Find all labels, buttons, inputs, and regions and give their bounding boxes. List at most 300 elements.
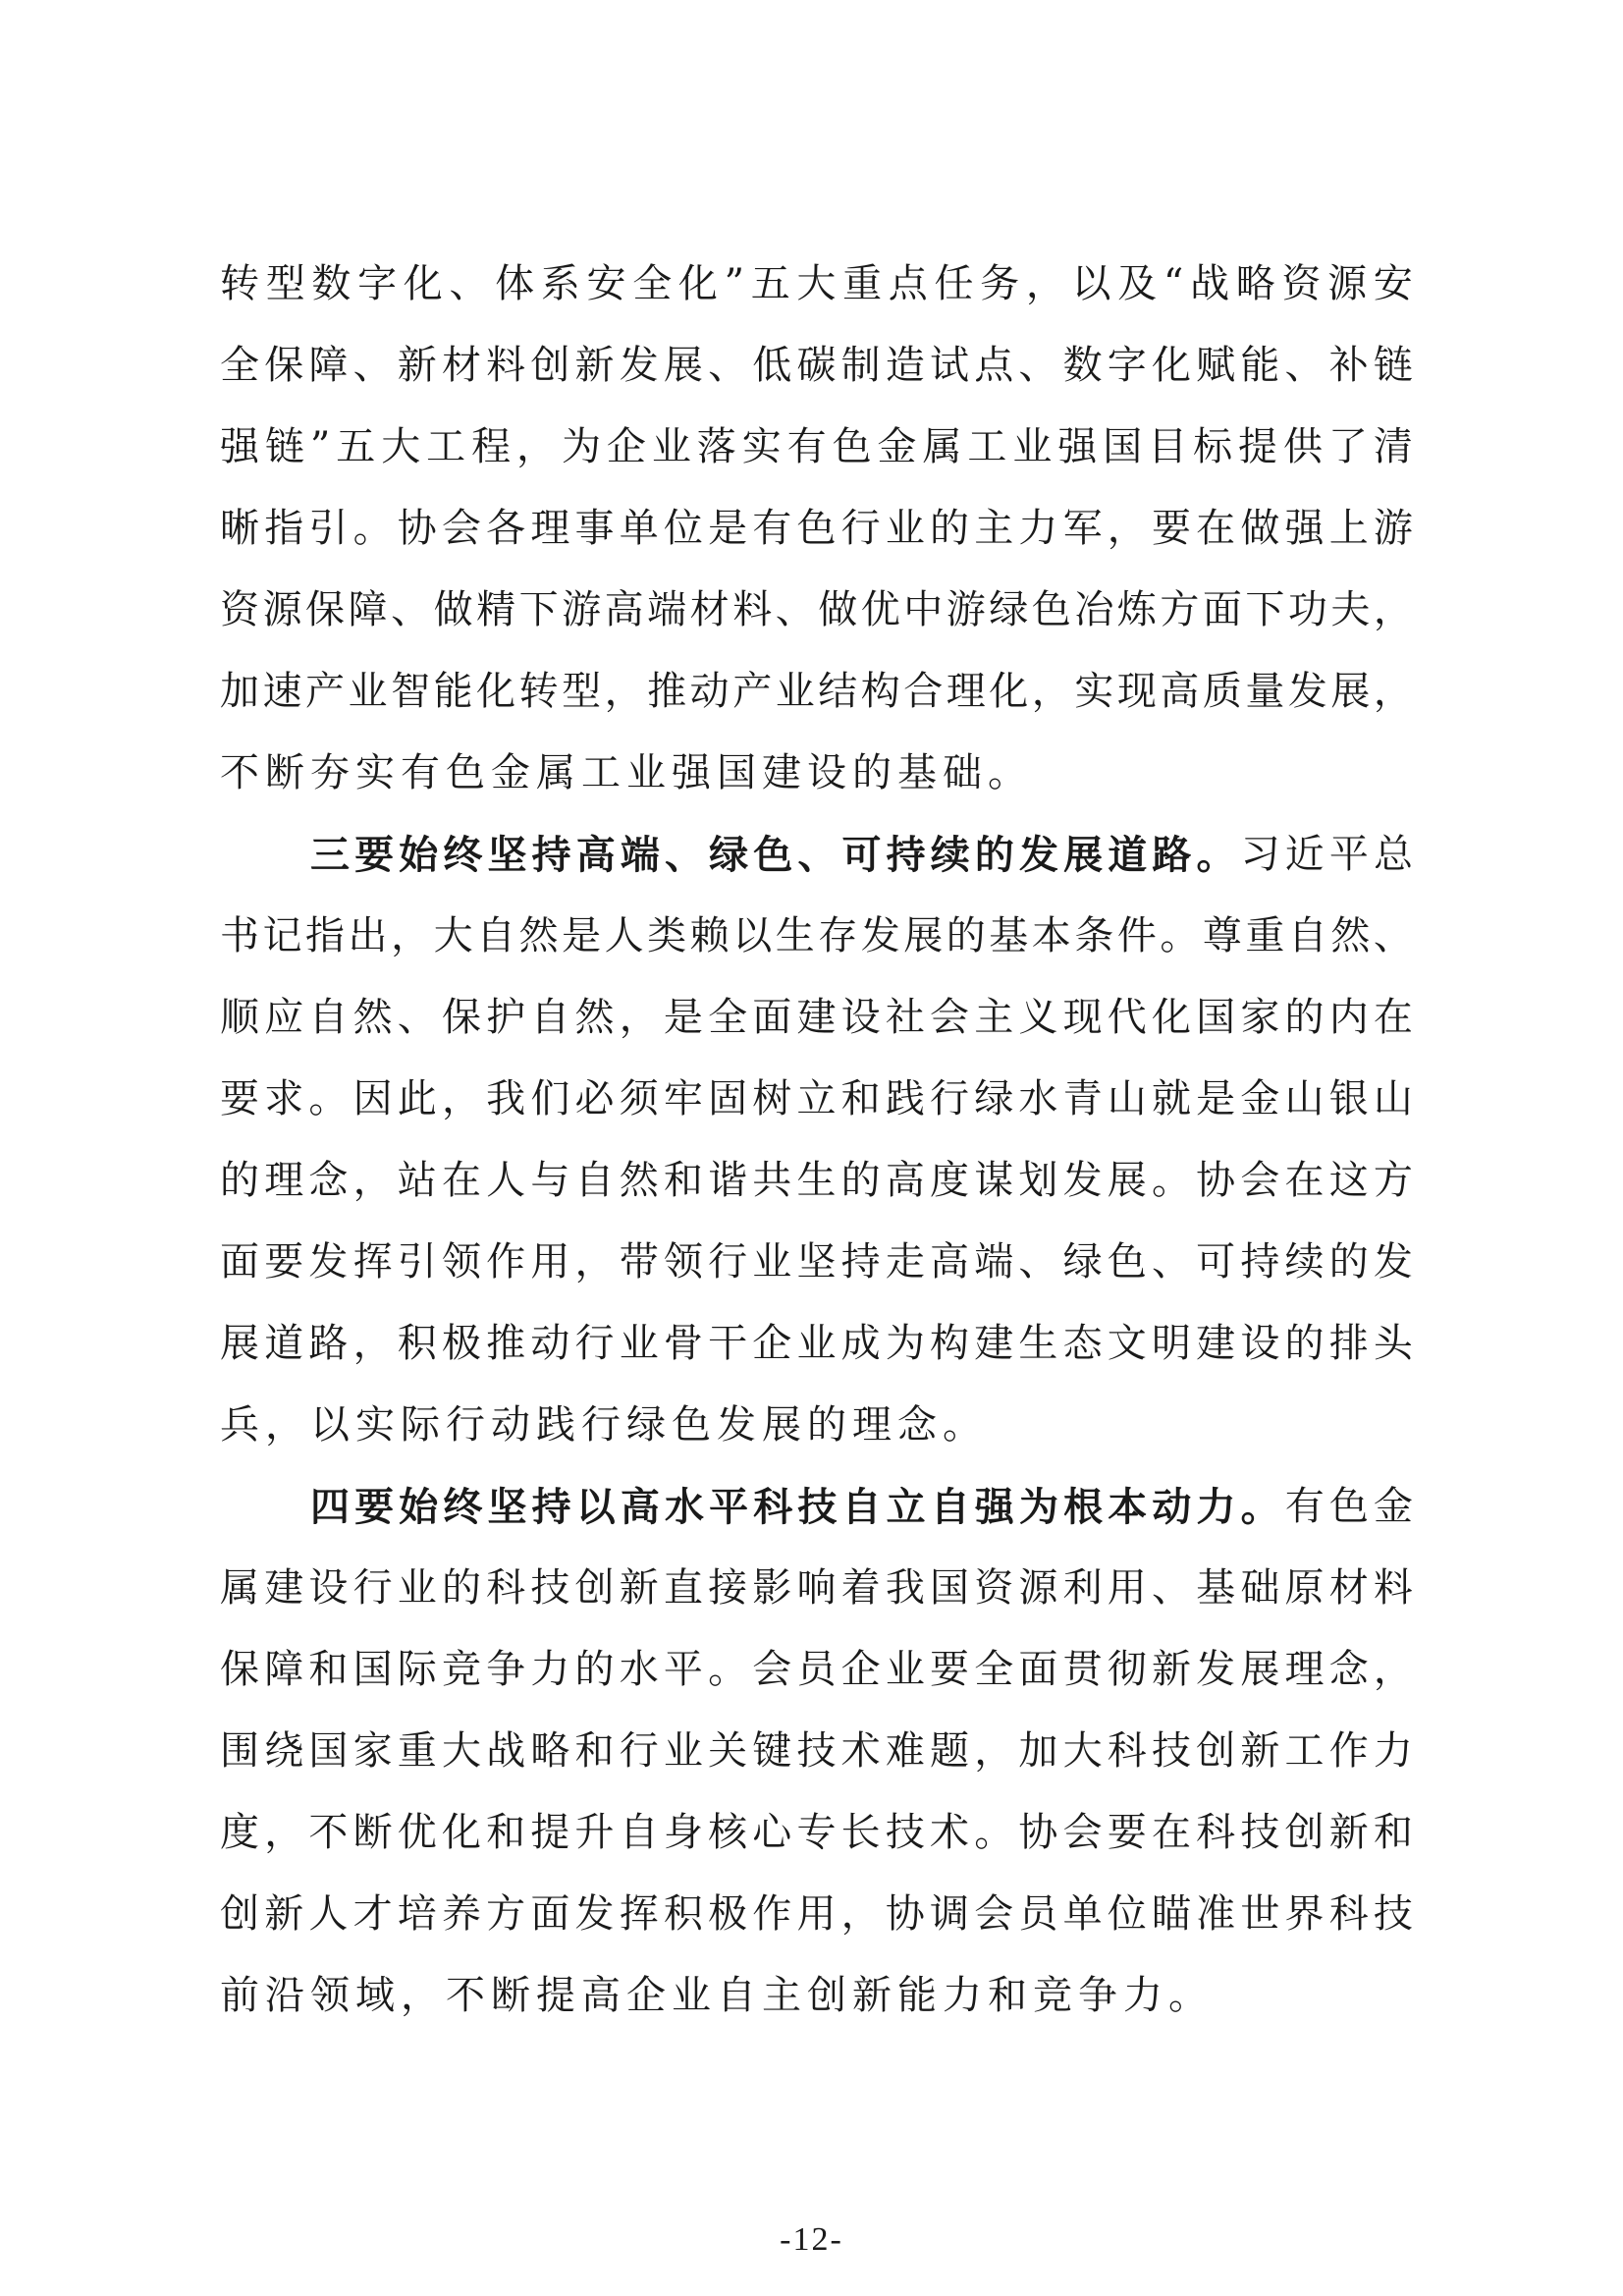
glyph: ， [1107, 506, 1147, 551]
glyph: 发 [1373, 1239, 1413, 1285]
glyph: 制 [840, 343, 881, 388]
glyph: 人 [604, 913, 644, 958]
glyph: 金 [1240, 1076, 1280, 1121]
glyph: 水 [619, 1647, 659, 1692]
glyph: 发 [308, 1239, 349, 1285]
glyph: 业 [752, 1239, 792, 1285]
glyph: 材 [441, 343, 481, 388]
glyph: ” [309, 424, 331, 469]
glyph: 供 [1282, 424, 1323, 469]
glyph: 有 [752, 506, 792, 551]
glyph: 单 [619, 506, 659, 551]
glyph: 作 [1328, 1728, 1369, 1774]
glyph: ， [974, 1728, 1014, 1774]
glyph: 化 [1151, 343, 1191, 388]
heading-glyph: 持 [886, 832, 926, 878]
glyph: 保 [441, 995, 481, 1040]
glyph: 技 [1240, 1810, 1280, 1855]
glyph: 习 [1240, 832, 1280, 877]
glyph: 的 [220, 1158, 259, 1203]
glyph: 创 [220, 1891, 259, 1937]
heading-glyph: 自 [930, 1484, 970, 1530]
glyph: ， [1025, 261, 1065, 306]
glyph: 提 [1238, 424, 1278, 469]
heading-glyph: 绿 [709, 832, 749, 878]
heading-glyph: 始 [399, 1484, 439, 1530]
glyph: 、 [1284, 343, 1325, 388]
heading-glyph: 力 [1196, 1484, 1236, 1530]
glyph: 动 [689, 669, 730, 714]
glyph: 生 [796, 1158, 837, 1203]
glyph: 要 [264, 1239, 304, 1285]
glyph: 力 [1018, 506, 1058, 551]
paragraph-lead-line [220, 814, 1413, 896]
glyph: 世 [1240, 1891, 1280, 1937]
glyph: 科 [1328, 1891, 1369, 1937]
glyph: 行 [574, 1321, 615, 1366]
glyph: 设 [840, 995, 881, 1040]
glyph: 化 [441, 1810, 481, 1855]
glyph: 工 [1284, 1728, 1325, 1774]
glyph: 青 [1062, 1076, 1103, 1121]
glyph: 低 [752, 343, 792, 388]
text-line [220, 1303, 1413, 1385]
glyph: 自 [308, 995, 349, 1040]
glyph: 化 [476, 669, 516, 714]
glyph: 树 [752, 1076, 792, 1121]
glyph: 上 [1328, 506, 1369, 551]
glyph: 链 [264, 424, 304, 469]
heading-glyph: 发 [1019, 832, 1058, 878]
glyph: 走 [885, 1239, 925, 1285]
glyph: 文 [1107, 1321, 1147, 1366]
glyph: 领 [441, 1239, 481, 1285]
glyph: ， [1031, 669, 1071, 714]
glyph: ， [264, 1810, 304, 1855]
glyph: 总 [1374, 832, 1413, 877]
heading-glyph: 高 [575, 832, 616, 878]
glyph: 大 [1062, 1728, 1103, 1774]
glyph: 业 [885, 1647, 925, 1692]
glyph: 量 [1245, 669, 1285, 714]
glyph: 站 [397, 1158, 437, 1203]
glyph: 国 [930, 1565, 969, 1611]
glyph: 高 [930, 1239, 969, 1285]
glyph: 关 [708, 1728, 748, 1774]
text-line [220, 1222, 1413, 1303]
heading-glyph: 以 [575, 1484, 616, 1530]
glyph: 会 [1062, 1810, 1103, 1855]
glyph: 技 [1151, 1728, 1191, 1774]
text-line [220, 244, 1413, 325]
glyph: 金 [877, 424, 917, 469]
glyph: 会 [930, 995, 969, 1040]
glyph: 然 [518, 913, 559, 958]
glyph: 业 [651, 424, 691, 469]
glyph: 固 [708, 1076, 748, 1121]
glyph: 源 [1327, 261, 1368, 306]
text-line: 不断夯实有色金属工业强国建设的基础。 [220, 750, 1033, 795]
glyph: 安 [1373, 261, 1413, 306]
glyph: 材 [1328, 1565, 1369, 1611]
glyph: 必 [574, 1076, 615, 1121]
glyph: 源 [1018, 1565, 1058, 1611]
glyph: 协 [1018, 1810, 1058, 1855]
heading-glyph: 要 [354, 832, 395, 878]
glyph: 端 [647, 587, 687, 632]
glyph: 念 [308, 1158, 349, 1203]
glyph: 竞 [441, 1647, 481, 1692]
glyph: 全 [632, 261, 673, 306]
glyph: 挥 [352, 1239, 393, 1285]
text-line [220, 1711, 1413, 1792]
heading-glyph: 持 [531, 1484, 571, 1530]
glyph: 了 [1327, 424, 1368, 469]
glyph: 念 [1328, 1647, 1369, 1692]
heading-glyph: 持 [531, 832, 571, 878]
heading-glyph: 高 [620, 1484, 660, 1530]
text-line [220, 488, 1413, 570]
glyph: 和 [663, 1158, 703, 1203]
glyph: 条 [1074, 913, 1114, 958]
glyph: 新 [264, 1891, 304, 1937]
glyph: 全 [708, 995, 748, 1040]
glyph: 可 [1196, 1239, 1236, 1285]
glyph: 企 [840, 1647, 881, 1692]
text-line [220, 407, 1413, 488]
glyph: 转 [220, 261, 259, 306]
glyph: 持 [840, 1239, 881, 1285]
glyph: 在 [1151, 1810, 1191, 1855]
glyph: 保 [220, 1647, 259, 1692]
glyph: 业 [1012, 424, 1053, 469]
glyph: 会 [441, 506, 481, 551]
glyph: 牢 [663, 1076, 703, 1121]
glyph: ， [441, 1076, 481, 1121]
glyph: 的 [441, 1565, 481, 1611]
glyph: 自 [530, 995, 570, 1040]
text-line: 前沿领域，不断提高企业自主创新能力和竞争力。 [220, 1973, 1214, 2018]
glyph: 技 [796, 1728, 837, 1774]
glyph: 及 [1117, 261, 1158, 306]
glyph: 行 [352, 1565, 393, 1611]
glyph: 积 [663, 1891, 703, 1937]
heading-glyph: 端 [620, 832, 660, 878]
glyph: 发 [619, 343, 659, 388]
glyph: 保 [264, 343, 304, 388]
glyph: 理 [1284, 1647, 1325, 1692]
glyph: 新 [574, 343, 615, 388]
glyph: 升 [574, 1810, 615, 1855]
glyph: 绿 [989, 587, 1029, 632]
glyph: 单 [1062, 1891, 1103, 1937]
glyph: 业 [796, 1321, 837, 1366]
glyph: 游 [946, 587, 986, 632]
glyph: 造 [885, 343, 925, 388]
glyph: 是 [708, 506, 748, 551]
glyph: 自 [476, 913, 516, 958]
glyph: 障 [308, 343, 349, 388]
glyph: 行 [708, 1239, 748, 1285]
heading-glyph: 三 [310, 832, 350, 878]
glyph: 的 [1284, 995, 1325, 1040]
glyph: 略 [530, 1728, 570, 1774]
heading-glyph: 立 [886, 1484, 926, 1530]
glyph: 夫 [1330, 587, 1371, 632]
heading-glyph: 、 [797, 832, 838, 878]
glyph: 响 [796, 1565, 837, 1611]
glyph: 企 [606, 424, 646, 469]
glyph: 标 [1193, 424, 1233, 469]
glyph: 化 [403, 261, 443, 306]
glyph: 干 [708, 1321, 748, 1366]
glyph: 国 [308, 1728, 349, 1774]
glyph: 略 [1235, 261, 1275, 306]
glyph: 链 [1373, 343, 1413, 388]
glyph: 做 [433, 587, 473, 632]
glyph: 就 [1151, 1076, 1191, 1121]
glyph: 能 [1240, 343, 1280, 388]
glyph: 义 [1018, 995, 1058, 1040]
heading-glyph: 续 [930, 832, 970, 878]
glyph: 方 [1373, 1158, 1413, 1203]
glyph: 色 [1328, 1484, 1369, 1529]
glyph: 为 [561, 424, 601, 469]
glyph: 内 [1328, 995, 1369, 1040]
glyph: 和 [574, 1728, 615, 1774]
glyph: 核 [708, 1810, 748, 1855]
glyph: 科 [486, 1565, 526, 1611]
glyph: 重 [397, 1728, 437, 1774]
glyph: 料 [1373, 1565, 1413, 1611]
glyph: 。 [352, 506, 393, 551]
glyph: 绿 [974, 1076, 1014, 1121]
glyph: 为 [885, 1321, 925, 1366]
text-line [220, 1548, 1413, 1629]
glyph: 设 [308, 1565, 349, 1611]
glyph: 新 [619, 1565, 659, 1611]
glyph: 化 [677, 261, 718, 306]
glyph: 题 [930, 1728, 969, 1774]
glyph: 然 [574, 995, 615, 1040]
heading-glyph: 为 [1019, 1484, 1058, 1530]
glyph: 主 [974, 506, 1014, 551]
glyph: 行 [840, 506, 881, 551]
glyph: 推 [486, 1321, 526, 1366]
glyph: 数 [311, 261, 352, 306]
glyph: 养 [441, 1891, 481, 1937]
glyph: 路 [308, 1321, 349, 1366]
text-line [220, 1874, 1413, 1955]
glyph: 绿 [1062, 1239, 1103, 1285]
glyph: 代 [1107, 995, 1147, 1040]
glyph: 、 [1151, 1565, 1191, 1611]
glyph: ， [840, 1891, 881, 1937]
glyph: 以 [732, 913, 773, 958]
glyph: 存 [818, 913, 858, 958]
glyph: 落 [696, 424, 736, 469]
glyph: 能 [433, 669, 473, 714]
glyph: 企 [752, 1321, 792, 1366]
glyph: 创 [530, 343, 570, 388]
glyph: 大 [433, 913, 473, 958]
glyph: ， [619, 995, 659, 1040]
glyph: 明 [1151, 1321, 1191, 1366]
glyph: 精 [476, 587, 516, 632]
document-body [220, 244, 1413, 2037]
glyph: 这 [1328, 1158, 1369, 1203]
glyph: 然 [1330, 913, 1371, 958]
glyph: 接 [708, 1565, 748, 1611]
heading-glyph: 平 [709, 1484, 749, 1530]
glyph: 面 [752, 995, 792, 1040]
glyph: 、 [391, 587, 431, 632]
glyph: 结 [818, 669, 858, 714]
glyph: 人 [486, 1158, 526, 1203]
glyph: 在 [441, 1158, 481, 1203]
glyph: 体 [495, 261, 535, 306]
glyph: 术 [840, 1728, 881, 1774]
heading-glyph: 始 [399, 832, 439, 878]
glyph: 长 [840, 1810, 881, 1855]
glyph: ， [1373, 587, 1413, 632]
glyph: 任 [934, 261, 974, 306]
glyph: 实 [1074, 669, 1114, 714]
glyph: 各 [486, 506, 526, 551]
glyph: 加 [1018, 1728, 1058, 1774]
glyph: 应 [264, 995, 304, 1040]
heading-glyph: 坚 [487, 832, 527, 878]
glyph: 指 [305, 913, 346, 958]
glyph: 专 [796, 1810, 837, 1855]
glyph: 新 [1240, 1728, 1280, 1774]
glyph: 和 [840, 1076, 881, 1121]
glyph: 术 [930, 1810, 969, 1855]
glyph: 色 [796, 506, 837, 551]
glyph: 骨 [663, 1321, 703, 1366]
glyph: 谋 [974, 1158, 1014, 1203]
glyph: 色 [1031, 587, 1071, 632]
glyph: 难 [885, 1728, 925, 1774]
glyph: 优 [397, 1810, 437, 1855]
glyph: 游 [1373, 506, 1413, 551]
glyph: 、 [708, 343, 748, 388]
glyph: 协 [1196, 1158, 1236, 1203]
glyph: 自 [574, 1158, 615, 1203]
glyph: 共 [752, 1158, 792, 1203]
glyph: 积 [397, 1321, 437, 1366]
glyph: 务 [980, 261, 1020, 306]
glyph: 贯 [1062, 1647, 1103, 1692]
glyph: 断 [352, 1810, 393, 1855]
glyph: 界 [1284, 1891, 1325, 1937]
text-line [220, 651, 1413, 733]
heading-glyph: 动 [1152, 1484, 1192, 1530]
glyph: 理 [530, 506, 570, 551]
glyph: 有 [786, 424, 827, 469]
glyph: 在 [1284, 1158, 1325, 1203]
glyph: 们 [530, 1076, 570, 1121]
text-line: 兵，以实际行动践行绿色发展的理念。 [220, 1402, 988, 1448]
glyph: 属 [922, 424, 962, 469]
glyph: 安 [586, 261, 626, 306]
glyph: 点 [888, 261, 928, 306]
glyph: 银 [1328, 1076, 1369, 1121]
glyph: 要 [930, 1647, 969, 1692]
glyph: 求 [264, 1076, 304, 1121]
glyph: 质 [1202, 669, 1242, 714]
glyph: 赖 [689, 913, 730, 958]
glyph: 数 [1062, 343, 1103, 388]
glyph: 家 [352, 1728, 393, 1774]
heading-glyph: 坚 [487, 1484, 527, 1530]
glyph: 的 [946, 913, 986, 958]
glyph: 主 [974, 995, 1014, 1040]
glyph: 争 [486, 1647, 526, 1692]
glyph: 人 [308, 1891, 349, 1937]
glyph: 协 [885, 1891, 925, 1937]
text-line [220, 1140, 1413, 1222]
glyph: 作 [752, 1891, 792, 1937]
glyph: 国 [1196, 995, 1236, 1040]
glyph: 类 [647, 913, 687, 958]
glyph: 、 [1151, 1239, 1191, 1285]
text-line [220, 896, 1413, 977]
glyph: 用 [1107, 1565, 1147, 1611]
heading-glyph: 路 [1152, 832, 1192, 878]
glyph: 因 [352, 1076, 393, 1121]
heading-glyph: 色 [753, 832, 793, 878]
glyph: 金 [1374, 1484, 1413, 1529]
glyph: 工 [967, 424, 1007, 469]
glyph: 全 [974, 1647, 1014, 1692]
glyph: 产 [305, 669, 346, 714]
glyph: 在 [1373, 995, 1413, 1040]
glyph: 源 [262, 587, 302, 632]
glyph: 技 [885, 1810, 925, 1855]
glyph: 料 [486, 343, 526, 388]
glyph: 速 [262, 669, 302, 714]
glyph: ” [724, 261, 745, 306]
heading-glyph: 强 [974, 1484, 1014, 1530]
glyph: 的 [1284, 1321, 1325, 1366]
glyph: 基 [1196, 1565, 1236, 1611]
glyph: 建 [796, 995, 837, 1040]
glyph: 际 [397, 1647, 437, 1692]
glyph: 障 [264, 1647, 304, 1692]
glyph: 是 [562, 913, 602, 958]
glyph: 和 [308, 1647, 349, 1692]
glyph: 出 [348, 913, 388, 958]
glyph: 原 [1284, 1565, 1325, 1611]
glyph: 的 [574, 1647, 615, 1692]
glyph: 军 [1062, 506, 1103, 551]
glyph: ， [516, 424, 557, 469]
glyph: 发 [574, 1891, 615, 1937]
glyph: 须 [619, 1076, 659, 1121]
glyph: 位 [663, 506, 703, 551]
glyph: 料 [732, 587, 773, 632]
glyph: 发 [860, 913, 900, 958]
glyph: 指 [264, 506, 304, 551]
glyph: 。 [1160, 913, 1200, 958]
glyph: 。 [1151, 1158, 1191, 1203]
glyph: 化 [1151, 995, 1191, 1040]
glyph: 化 [989, 669, 1029, 714]
glyph: 属 [220, 1565, 259, 1611]
glyph: 不 [308, 1810, 349, 1855]
glyph: 发 [1062, 1158, 1103, 1203]
